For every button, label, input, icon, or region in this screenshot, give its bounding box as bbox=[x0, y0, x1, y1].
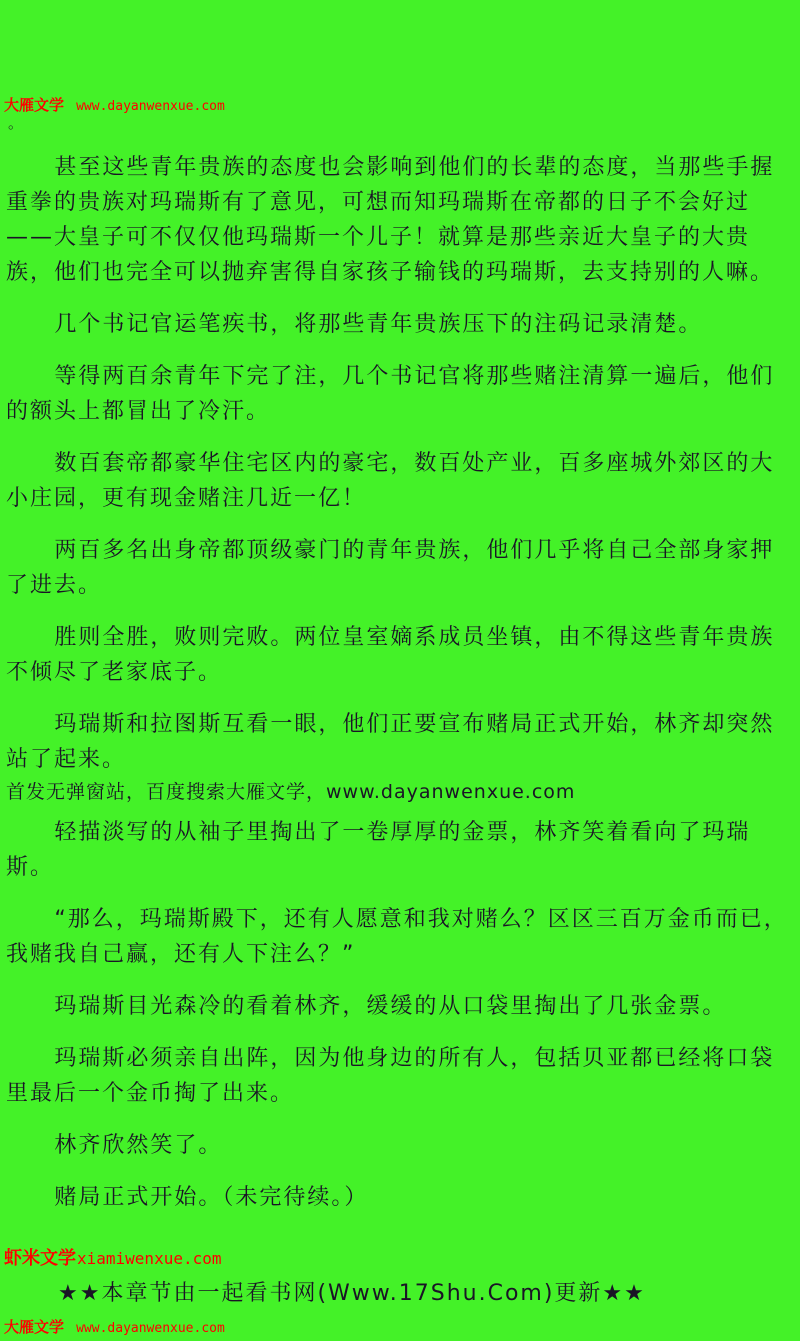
paragraph: 赌局正式开始。（未完待续。） bbox=[54, 1185, 369, 1210]
top-site-watermark bbox=[4, 94, 225, 115]
paragraph: 胜则全胜，败则完败。两位皇室嫡系成员坐镇，由不得这些青年贵族不倾尽了老家底子。 bbox=[6, 625, 775, 685]
paragraph: 等得两百余青年下完了注，几个书记官将那些赌注清算一遍后，他们的额头上都冒出了冷汗。 bbox=[6, 364, 775, 424]
paragraph: 数百套帝都豪华住宅区内的豪宅，数百处产业，百多座城外郊区的大小庄园，更有现金赌注几近一亿！ bbox=[6, 451, 775, 511]
paragraph: 玛瑞斯目光森冷的看着林齐，缓缓的从口袋里掏出了几张金票。 bbox=[54, 994, 727, 1019]
site-url-text: xiamiwenxue.com bbox=[77, 1249, 222, 1268]
paragraph: 两百多名出身帝都顶级豪门的青年贵族，他们几乎将自己全部身家押了进去。 bbox=[6, 538, 775, 598]
bottom-left-site-watermark bbox=[4, 1244, 222, 1270]
chapter-update-note: ★★本章节由一起看书网(Www.17Shu.Com)更新★★ bbox=[58, 1281, 646, 1306]
site-name-label: 虾米文学 bbox=[4, 1248, 76, 1269]
site-url-text: www.dayanwenxue.com bbox=[76, 1321, 225, 1336]
paragraph: 几个书记官运笔疾书，将那些青年贵族压下的注码记录清楚。 bbox=[54, 312, 703, 337]
paragraph: 轻描淡写的从袖子里掏出了一卷厚厚的金票，林齐笑着看向了玛瑞斯。 bbox=[6, 820, 751, 880]
paragraph: 甚至这些青年贵族的态度也会影响到他们的长辈的态度，当那些手握重拳的贵族对玛瑞斯有了意见，可想而知玛瑞斯在帝都的日子不会好过——大皇子可不仅仅他玛瑞斯一个儿子！就算是那些亲近大皇子的大贵族，他们也完全可以抛弃害得自家孩子输钱的玛瑞斯，去支持别的人嘛。 bbox=[6, 155, 775, 285]
paragraph: “那么，玛瑞斯殿下，还有人愿意和我对赌么？区区三百万金币而已，我赌我自己赢，还有人下注么？” bbox=[6, 907, 788, 967]
chapter-text-body bbox=[6, 150, 788, 1232]
paragraph-list bbox=[6, 150, 788, 1215]
paragraph: 玛瑞斯和拉图斯互看一眼，他们正要宣布赌局正式开始，林齐却突然站了起来。 bbox=[6, 712, 775, 772]
paragraph: 首发无弹窗站，百度搜索大雁文学，www.dayanwenxue.com bbox=[6, 781, 576, 803]
bottom-site-watermark bbox=[4, 1316, 225, 1337]
stray-punctuation: 。 bbox=[8, 114, 24, 132]
site-name-label: 大雁文学 bbox=[4, 1318, 65, 1336]
paragraph: 林齐欣然笑了。 bbox=[54, 1133, 223, 1158]
paragraph: 玛瑞斯必须亲自出阵，因为他身边的所有人，包括贝亚都已经将口袋里最后一个金币掏了出来。 bbox=[6, 1046, 775, 1106]
site-url-text: www.dayanwenxue.com bbox=[76, 99, 225, 114]
site-name-label: 大雁文学 bbox=[4, 96, 65, 114]
